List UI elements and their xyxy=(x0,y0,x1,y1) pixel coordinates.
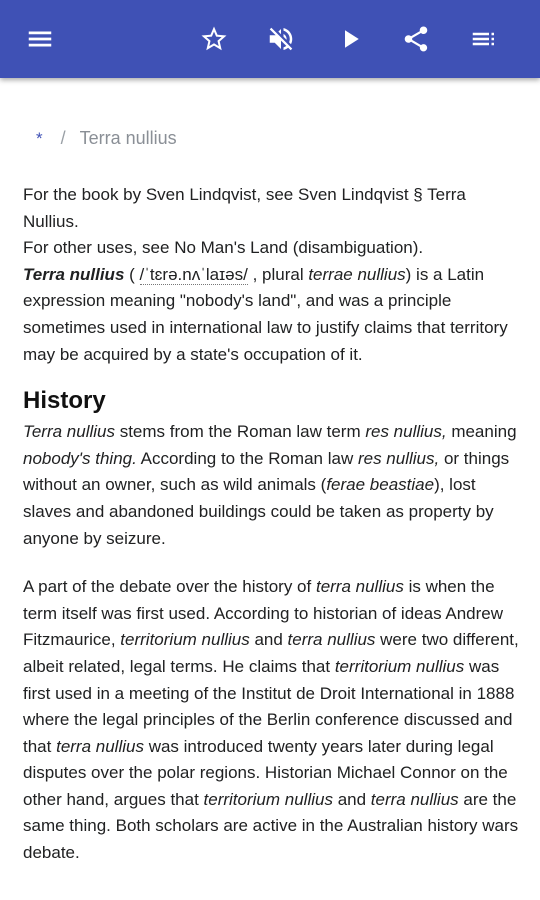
paragraph-text: According to the Roman law xyxy=(136,448,358,468)
play-icon xyxy=(335,24,365,54)
latin-term: territorium nullius xyxy=(334,656,465,676)
paragraph-text: and xyxy=(332,789,371,809)
latin-term: terra nullius xyxy=(287,630,376,650)
hatnote-link-no-mans-land[interactable]: No Man's Land (disambiguation) xyxy=(174,238,419,258)
paragraph-text: was first used in a meeting of the Institut de Droit International in 1888 where the legal principles of the Berlin conference discussed and that xyxy=(23,656,515,756)
paragraph-text: are the same thing. Both scholars are active in the Australian history wars debate. xyxy=(23,789,519,863)
latin-term: terra nullius xyxy=(315,577,404,597)
breadcrumb-current-page: Terra nullius xyxy=(79,128,177,148)
ipa-pronunciation[interactable]: /ˈtɛrə.nʌˈlaɪəs/ xyxy=(139,264,248,284)
section-heading-history: History xyxy=(23,387,106,415)
hatnote-text: . xyxy=(74,211,79,231)
paragraph-text: A part of the debate over the history of xyxy=(23,577,316,597)
latin-term: nobody's thing. xyxy=(23,448,137,468)
share-button[interactable] xyxy=(394,17,438,61)
latin-term: Terra nullius xyxy=(23,422,115,442)
hatnote-text: For the book by Sven Lindqvist, see xyxy=(23,185,298,204)
mute-button[interactable] xyxy=(259,17,303,61)
history-paragraph-1 xyxy=(23,419,523,552)
paragraph-text: ), lost slaves and abandoned buildings could be taken as property by anyone by seizure. xyxy=(23,475,494,548)
play-button[interactable] xyxy=(328,17,372,61)
paragraph-text: were two different, albeit related, legal terms. He claims that xyxy=(23,630,519,676)
intro-text: ) is a Latin expression meaning "nobody's land", and was a principle sometimes used in international law to justify claims that territory may be acquired by a state's occupation of it. xyxy=(23,264,508,364)
hatnote-book xyxy=(23,182,523,235)
latin-term: territorium nullius xyxy=(120,630,250,650)
hatnote-link-sven-lindqvist[interactable]: Sven Lindqvist § Terra Nullius xyxy=(23,185,466,231)
article-content xyxy=(0,78,540,900)
breadcrumb xyxy=(36,128,177,149)
latin-term: ferae beastiae xyxy=(326,475,435,495)
breadcrumb-home-link[interactable]: * xyxy=(36,128,43,148)
menu-button[interactable] xyxy=(18,17,62,61)
table-of-contents-button[interactable] xyxy=(462,17,506,61)
history-paragraph-2 xyxy=(23,574,523,867)
hamburger-menu-icon xyxy=(25,24,55,54)
intro-text: , plural xyxy=(247,264,309,284)
latin-term: res nullius, xyxy=(365,422,447,442)
latin-term: res nullius, xyxy=(357,448,440,468)
latin-term: terra nullius xyxy=(56,736,144,756)
latin-term: territorium nullius xyxy=(203,789,333,809)
intro-paragraph xyxy=(23,262,523,368)
share-icon xyxy=(401,24,431,54)
hatnote-other-uses xyxy=(23,235,523,262)
article-body xyxy=(23,182,523,867)
hatnote-text: . xyxy=(418,238,424,258)
intro-term: Terra nullius xyxy=(23,264,125,284)
volume-off-icon xyxy=(266,24,296,54)
intro-plural: terrae nullius xyxy=(308,264,406,284)
bookmark-star-button[interactable] xyxy=(192,17,236,61)
hatnote-text: For other uses, see xyxy=(23,238,175,258)
paragraph-text: or things without an owner, such as wild animals ( xyxy=(23,448,510,495)
paragraph-text: and xyxy=(249,630,288,650)
table-of-contents-icon xyxy=(469,24,499,54)
paragraph-text: meaning xyxy=(446,422,517,442)
paragraph-text: was introduced twenty years later during legal disputes over the polar regions. Historian Michael Connor on the other hand, argues that xyxy=(23,736,508,809)
intro-text: ( xyxy=(124,264,140,284)
star-outline-icon xyxy=(199,24,229,54)
latin-term: terra nullius xyxy=(370,789,459,809)
breadcrumb-separator: / xyxy=(60,128,66,148)
paragraph-text: stems from the Roman law term xyxy=(114,422,366,442)
paragraph-text: is when the term itself was first used. According to historian of ideas Andrew Fitzmaurice, xyxy=(23,577,504,650)
app-toolbar xyxy=(0,0,540,78)
